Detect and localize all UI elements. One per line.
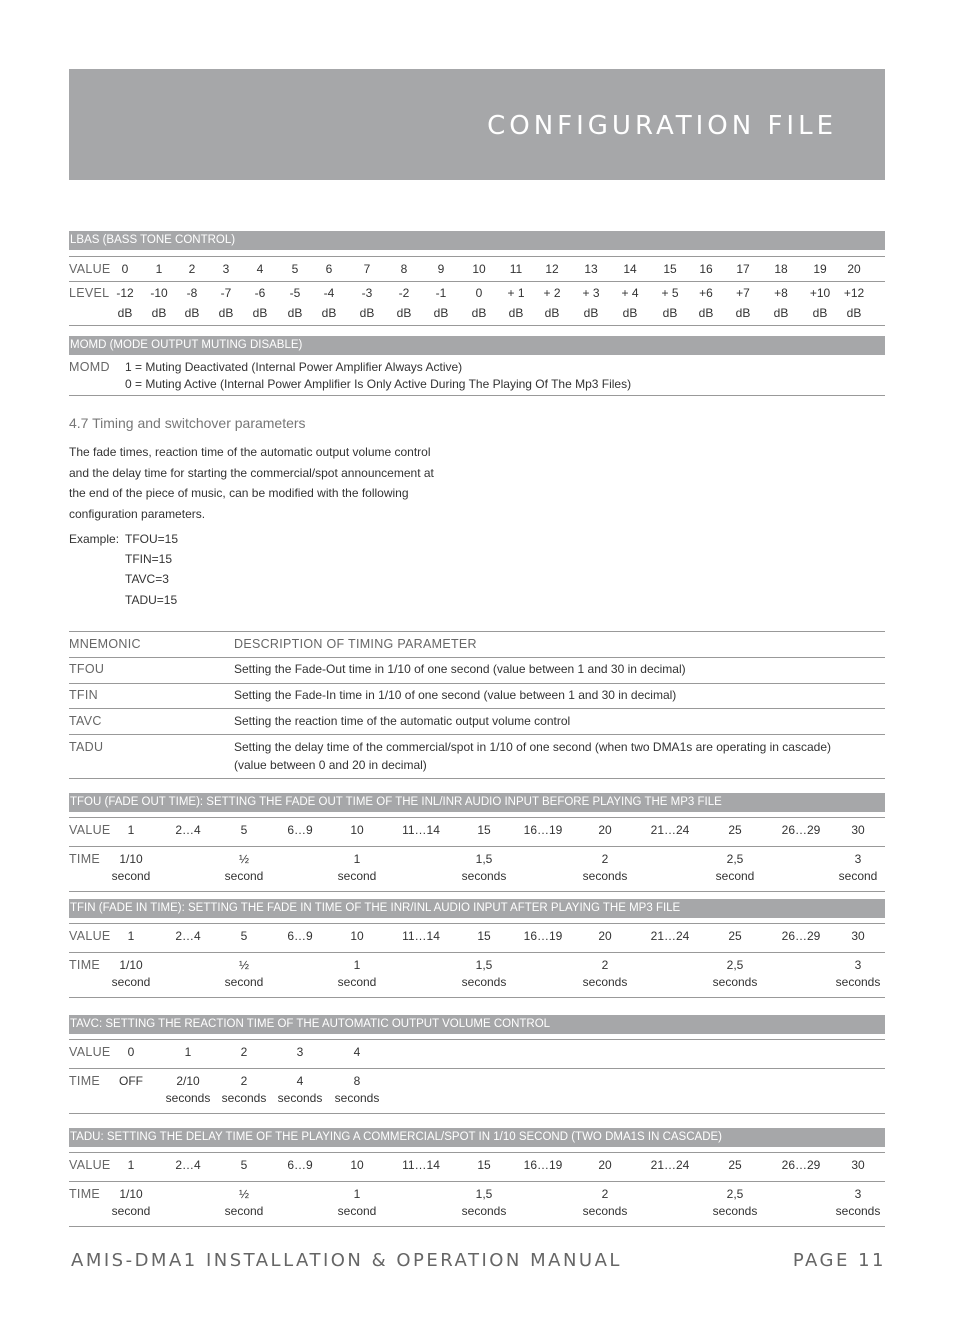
tfou-time-cell: 1,5 [475,852,493,866]
example-line: TFIN=15 [125,552,173,566]
tavc-value-cell: 2 [240,1045,248,1059]
tadu-time-cell: 1,5 [475,1187,493,1201]
tfou-value-cell: 21…24 [650,823,690,837]
tfin-value-cell: 21…24 [650,929,690,943]
tfin-value-cell: 25 [728,929,742,943]
mnemonic-desc-continued: (value between 0 and 20 in decimal) [234,758,427,772]
tfou-time-cell: 2 [601,852,609,866]
lbas-level-cell: +10 [809,286,831,300]
tadu-time-unit: seconds [582,1204,628,1218]
tavc-time-unit: seconds [221,1091,267,1105]
tadu-value-cell: 25 [728,1158,742,1172]
tfou-time-label: TIME [69,852,101,866]
tadu-time-cell: ½ [238,1187,250,1201]
lbas-unit-cell: dB [735,306,751,320]
tadu-value-cell: 20 [598,1158,612,1172]
divider [69,395,885,396]
tfin-value-cell: 26…29 [781,929,821,943]
tadu-time-label: TIME [69,1187,101,1201]
tadu-value-cell: 21…24 [650,1158,690,1172]
mnemonic-tfin: TFIN [69,688,98,702]
tfou-time-unit: second [111,869,151,883]
lbas-level-cell: -4 [323,286,335,300]
tfin-time-cell: 1 [353,958,361,972]
tfou-time-cell: 3 [854,852,862,866]
tfin-time-cell: 2 [601,958,609,972]
lbas-level-cell: +12 [843,286,865,300]
tfou-time-unit: second [838,869,878,883]
lbas-unit-cell: dB [218,306,234,320]
tadu-time-unit: second [111,1204,151,1218]
divider [69,923,885,924]
description-column-header: DESCRIPTION OF TIMING PARAMETER [234,637,477,651]
tfin-time-unit: second [337,975,377,989]
lbas-level-cell: -7 [220,286,232,300]
tavc-time-unit: seconds [165,1091,211,1105]
tavc-time-cell: 2/10 [176,1074,200,1088]
lbas-value-cell: 11 [509,262,523,276]
mnemonic-desc: Setting the reaction time of the automatic output volume control [234,714,571,728]
tadu-section-bar: TADU: SETTING THE DELAY TIME OF THE PLAYING A COMMERCIAL/SPOT IN 1/10 SECOND (TWO DMA1S IN CASCADE) [69,1128,885,1147]
tadu-value-cell: 5 [240,1158,248,1172]
example-line: TAVC=3 [125,572,169,586]
section-paragraph: The fade times, reaction time of the automatic output volume control and the delay time for starting the commercial/spot announcement at the end of the piece of music, can be modified with the following configuration parameters. [69,445,434,521]
mnemonic-desc: Setting the Fade-Out time in 1/10 of one second (value between 1 and 30 in decimal) [234,662,686,676]
divider [69,1113,885,1114]
tfin-time-unit: second [224,975,264,989]
lbas-value-cell: 3 [222,262,230,276]
tadu-value-cell: 26…29 [781,1158,821,1172]
lbas-level-cell: + 4 [621,286,639,300]
lbas-unit-cell: dB [252,306,268,320]
tfin-value-cell: 5 [240,929,248,943]
mnemonic-tadu: TADU [69,740,104,754]
tfin-time-cell: 3 [854,958,862,972]
lbas-level-label: LEVEL [69,286,110,300]
tfin-time-unit: seconds [582,975,628,989]
lbas-unit-cell: dB [622,306,638,320]
mnemonic-column-header: MNEMONIC [69,637,141,651]
lbas-unit-cell: dB [287,306,303,320]
divider [69,631,885,632]
tfou-value-cell: 16…19 [523,823,563,837]
example-line: TADU=15 [125,593,178,607]
lbas-level-cell: -3 [361,286,373,300]
tfin-section-bar: TFIN (FADE IN TIME): SETTING THE FADE IN TIME OF THE INR/INL AUDIO INPUT AFTER PLAYING THE MP3 FILE [69,899,885,918]
lbas-value-cell: 20 [847,262,861,276]
tfou-time-cell: 2,5 [726,852,744,866]
tfin-value-cell: 30 [851,929,865,943]
page-title: CONFIGURATION FILE [487,111,837,141]
tadu-value-cell: 30 [851,1158,865,1172]
tavc-time-unit: seconds [277,1091,323,1105]
lbas-level-cell: +7 [736,286,750,300]
lbas-level-cell: -5 [289,286,301,300]
tfin-time-cell: 1/10 [119,958,143,972]
tavc-time-cell: 4 [296,1074,304,1088]
lbas-level-cell: 0 [475,286,483,300]
tfou-time-cell: ½ [238,852,250,866]
lbas-value-cell: 19 [813,262,827,276]
tavc-time-cell: 2 [240,1074,248,1088]
tfin-time-cell: 2,5 [726,958,744,972]
tavc-time-cell: OFF [119,1074,143,1088]
tfin-time-unit: second [111,975,151,989]
tfou-time-unit: second [224,869,264,883]
tfou-value-cell: 5 [240,823,248,837]
tfou-value-cell: 15 [477,823,491,837]
mnemonic-desc: Setting the delay time of the commercial/spot in 1/10 of one second (when two DMA1s are operating in cascade) [234,740,831,754]
footer-page-number: PAGE 11 [792,1250,886,1271]
lbas-value-cell: 18 [774,262,788,276]
divider [69,778,885,779]
tavc-time-unit: seconds [334,1091,380,1105]
lbas-value-cell: 5 [291,262,299,276]
lbas-unit-cell: dB [508,306,524,320]
lbas-level-cell: + 2 [543,286,561,300]
lbas-unit-cell: dB [321,306,337,320]
lbas-level-cell: -1 [435,286,447,300]
lbas-level-cell: -8 [186,286,198,300]
tfin-value-cell: 6…9 [287,929,313,943]
example-line: TFOU=15 [125,532,179,546]
divider [69,1068,885,1069]
tadu-time-unit: second [224,1204,264,1218]
lbas-level-cell: -6 [254,286,266,300]
tfin-time-label: TIME [69,958,101,972]
momd-option-1: 1 = Muting Deactivated (Internal Power Amplifier Always Active) [125,360,463,374]
divider [69,1226,885,1227]
tfou-value-cell: 1 [127,823,135,837]
lbas-unit-cell: dB [583,306,599,320]
lbas-level-cell: -10 [150,286,168,300]
tadu-time-cell: 1/10 [119,1187,143,1201]
lbas-value-cell: 10 [472,262,486,276]
lbas-value-cell: 13 [584,262,598,276]
tadu-time-unit: seconds [712,1204,758,1218]
tfou-time-unit: seconds [582,869,628,883]
lbas-unit-cell: dB [471,306,487,320]
tfou-value-cell: 25 [728,823,742,837]
divider [69,817,885,818]
tavc-value-cell: 3 [296,1045,304,1059]
tfin-value-cell: 11…14 [402,929,440,943]
tfin-value-cell: 2…4 [175,929,201,943]
tfou-value-cell: 6…9 [287,823,313,837]
divider [69,891,885,892]
tfou-time-cell: 1/10 [119,852,143,866]
divider [69,281,885,282]
tadu-value-cell: 2…4 [175,1158,201,1172]
tadu-value-cell: 6…9 [287,1158,313,1172]
tavc-time-label: TIME [69,1074,101,1088]
tfou-value-cell: 2…4 [175,823,201,837]
lbas-level-cell: -12 [116,286,134,300]
lbas-level-cell: -2 [398,286,410,300]
tfou-section-bar: TFOU (FADE OUT TIME): SETTING THE FADE OUT TIME OF THE INL/INR AUDIO INPUT BEFORE PLAYING THE MP3 FILE [69,793,885,812]
lbas-unit-cell: dB [359,306,375,320]
lbas-unit-cell: dB [662,306,678,320]
divider [69,657,885,658]
lbas-level-cell: +8 [774,286,788,300]
lbas-unit-cell: dB [698,306,714,320]
divider [69,1152,885,1153]
section-heading: 4.7 Timing and switchover parameters [69,415,306,431]
tadu-time-unit: second [337,1204,377,1218]
momd-option-0: 0 = Muting Active (Internal Power Amplifier Is Only Active During The Playing Of The Mp3 Files) [125,377,632,391]
lbas-value-cell: 0 [121,262,129,276]
lbas-value-cell: 8 [400,262,408,276]
divider [69,734,885,735]
lbas-unit-cell: dB [433,306,449,320]
tadu-time-cell: 1 [353,1187,361,1201]
footer-manual-title: AMIS-DMA1 INSTALLATION & OPERATION MANUAL [71,1250,622,1271]
divider [69,325,885,326]
example-label: Example: [69,532,120,546]
tadu-time-unit: seconds [835,1204,881,1218]
lbas-unit-cell: dB [117,306,133,320]
momd-label: MOMD [69,360,110,374]
tavc-value-label: VALUE [69,1045,111,1059]
divider [69,1181,885,1182]
tadu-value-cell: 16…19 [523,1158,563,1172]
lbas-value-cell: 4 [256,262,264,276]
lbas-value-cell: 12 [545,262,559,276]
tfin-value-cell: 1 [127,929,135,943]
lbas-value-cell: 6 [325,262,333,276]
lbas-unit-cell: dB [396,306,412,320]
tadu-time-cell: 2,5 [726,1187,744,1201]
tfou-time-cell: 1 [353,852,361,866]
lbas-value-cell: 16 [699,262,713,276]
tadu-value-cell: 1 [127,1158,135,1172]
tfin-time-unit: seconds [461,975,507,989]
tfou-value-cell: 10 [350,823,364,837]
divider [69,997,885,998]
tavc-time-cell: 8 [353,1074,361,1088]
lbas-value-cell: 2 [188,262,196,276]
lbas-level-cell: +6 [699,286,713,300]
divider [69,952,885,953]
tfou-value-cell: 11…14 [402,823,440,837]
mnemonic-tavc: TAVC [69,714,102,728]
tfin-value-cell: 16…19 [523,929,563,943]
tadu-value-cell: 15 [477,1158,491,1172]
tfin-time-unit: seconds [712,975,758,989]
divider [69,708,885,709]
tavc-value-cell: 4 [353,1045,361,1059]
lbas-value-cell: 7 [363,262,371,276]
tadu-time-cell: 3 [854,1187,862,1201]
lbas-level-cell: + 3 [582,286,600,300]
tfou-value-cell: 26…29 [781,823,821,837]
tfin-time-cell: 1,5 [475,958,493,972]
divider [69,846,885,847]
lbas-level-cell: + 1 [507,286,525,300]
tfin-value-cell: 15 [477,929,491,943]
tavc-value-cell: 0 [127,1045,135,1059]
tavc-section-bar: TAVC: SETTING THE REACTION TIME OF THE AUTOMATIC OUTPUT VOLUME CONTROL [69,1015,885,1034]
tfou-time-unit: seconds [461,869,507,883]
tfou-time-unit: second [715,869,755,883]
divider [69,1039,885,1040]
tadu-value-cell: 11…14 [402,1158,440,1172]
tadu-value-cell: 10 [350,1158,364,1172]
lbas-level-cell: + 5 [661,286,679,300]
tfin-value-cell: 20 [598,929,612,943]
divider [69,683,885,684]
header-band [69,69,885,180]
lbas-unit-cell: dB [184,306,200,320]
mnemonic-tfou: TFOU [69,662,105,676]
mnemonic-desc: Setting the Fade-In time in 1/10 of one second (value between 1 and 30 in decimal) [234,688,677,702]
tadu-value-label: VALUE [69,1158,111,1172]
lbas-value-cell: 15 [663,262,677,276]
tadu-time-cell: 2 [601,1187,609,1201]
tfou-time-unit: second [337,869,377,883]
tfou-value-label: VALUE [69,823,111,837]
lbas-value-label: VALUE [69,262,111,276]
lbas-value-cell: 9 [437,262,445,276]
lbas-value-cell: 1 [155,262,163,276]
lbas-unit-cell: dB [846,306,862,320]
divider [69,256,885,257]
momd-section-bar: MOMD (MODE OUTPUT MUTING DISABLE) [69,336,885,355]
lbas-unit-cell: dB [544,306,560,320]
tavc-value-cell: 1 [184,1045,192,1059]
lbas-value-cell: 17 [736,262,750,276]
tfou-value-cell: 20 [598,823,612,837]
tadu-time-unit: seconds [461,1204,507,1218]
lbas-unit-cell: dB [812,306,828,320]
lbas-section-bar: LBAS (BASS TONE CONTROL) [69,231,885,250]
tfin-value-label: VALUE [69,929,111,943]
tfin-value-cell: 10 [350,929,364,943]
lbas-unit-cell: dB [773,306,789,320]
tfou-value-cell: 30 [851,823,865,837]
tfin-time-cell: ½ [238,958,250,972]
tfin-time-unit: seconds [835,975,881,989]
lbas-value-cell: 14 [623,262,637,276]
lbas-unit-cell: dB [151,306,167,320]
